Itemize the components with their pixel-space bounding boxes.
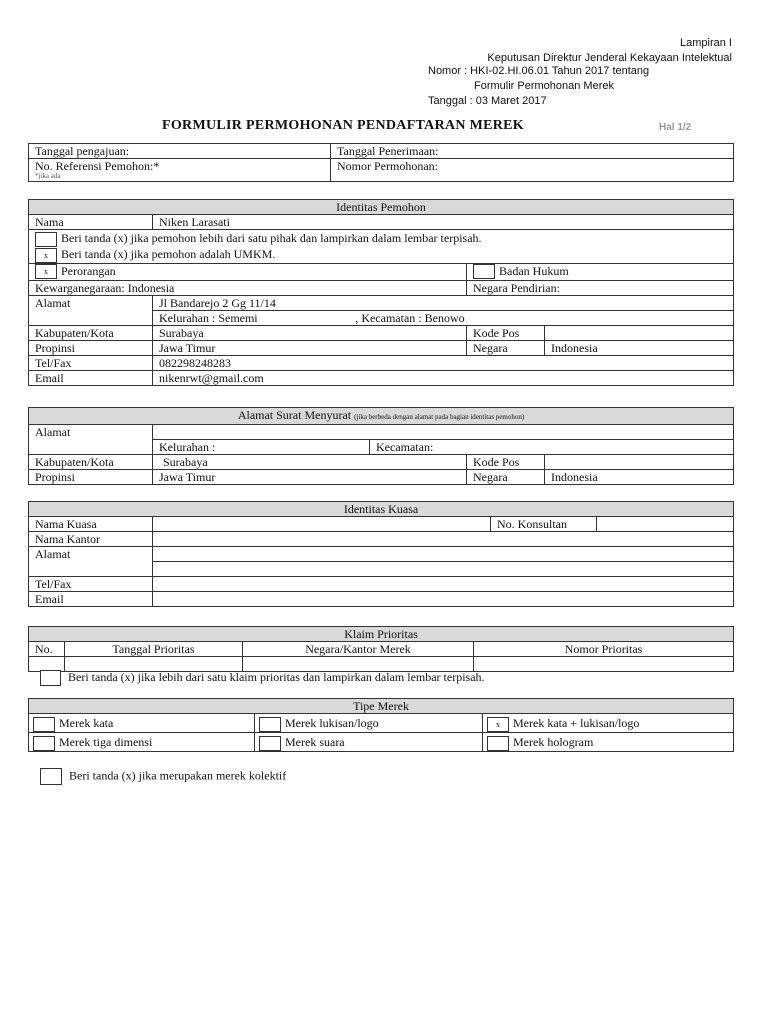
- no-referensi-label: No. Referensi Pemohon:*: [35, 159, 160, 173]
- propinsi-label: Propinsi: [29, 340, 153, 355]
- kode-pos-label: Kode Pos: [467, 325, 545, 340]
- nama-value[interactable]: Niken Larasati: [153, 215, 734, 230]
- nama-kuasa-label: Nama Kuasa: [29, 517, 153, 532]
- kolektif-row: [40, 768, 286, 785]
- negara-value[interactable]: Indonesia: [545, 340, 734, 355]
- jika-ada-note: *jika ada: [35, 172, 61, 180]
- identitas-kuasa-header: Identitas Kuasa: [29, 502, 734, 517]
- kolektif-text: Beri tanda (x) jika merupakan merek kolektif: [69, 768, 287, 783]
- tipe-merek-header: Tipe Merek: [29, 699, 734, 714]
- kode-pos-value[interactable]: [545, 325, 734, 340]
- identitas-pemohon-table: [28, 199, 734, 386]
- header-line-4: Formulir Permohonan Merek: [474, 80, 614, 92]
- surat-propinsi-label: Propinsi: [29, 470, 153, 485]
- no-konsultan-value[interactable]: [597, 517, 734, 532]
- no-konsultan-label: No. Konsultan: [491, 517, 597, 532]
- alamat-surat-header: [29, 408, 734, 425]
- umkm-text: Beri tanda (x) jika pemohon adalah UMKM.: [61, 246, 276, 261]
- kuasa-email-value[interactable]: [153, 592, 734, 607]
- form-title: FORMULIR PERMOHONAN PENDAFTARAN MEREK: [162, 118, 524, 133]
- negara-pendirian-field[interactable]: Negara Pendirian:: [467, 280, 734, 295]
- prioritas-nomor-cell[interactable]: [474, 657, 734, 672]
- merek-kata-checkbox[interactable]: [33, 717, 55, 732]
- header-block: [487, 36, 732, 66]
- surat-kecamatan-field[interactable]: Kecamatan:: [370, 440, 734, 455]
- badan-hukum-cell: [467, 263, 734, 280]
- col-nomor-prioritas: Nomor Prioritas: [474, 642, 734, 657]
- multi-pemohon-checkbox[interactable]: [35, 232, 57, 247]
- alamat-surat-note: (jika berbeda dengan alamat pada bagian identitas pemohon): [354, 413, 525, 421]
- kuasa-email-label: Email: [29, 592, 153, 607]
- header-line-5: Tanggal : 03 Maret 2017: [428, 95, 547, 107]
- merek-suara-checkbox[interactable]: [259, 736, 281, 751]
- surat-propinsi-value[interactable]: Jawa Timur: [153, 470, 467, 485]
- tel-label: Tel/Fax: [29, 355, 153, 370]
- surat-kabupaten-value[interactable]: Surabaya: [153, 455, 467, 470]
- badan-hukum-checkbox[interactable]: [473, 264, 495, 279]
- tipe-merek-lukisan: [255, 714, 483, 733]
- pemohon-checkbox-row: [29, 230, 734, 264]
- kelurahan-kecamatan-row[interactable]: [153, 310, 734, 325]
- merek-kata-lukisan-label: Merek kata + lukisan/logo: [513, 716, 640, 730]
- merek-tiga-dimensi-label: Merek tiga dimensi: [59, 735, 153, 749]
- merek-lukisan-label: Merek lukisan/logo: [285, 716, 379, 730]
- kelurahan-label: Kelurahan :: [159, 310, 216, 325]
- alamat-label: Alamat: [29, 295, 153, 325]
- header-line-1: Lampiran I: [680, 37, 732, 49]
- tipe-merek-kata-lukisan: [483, 714, 734, 733]
- nama-kantor-value[interactable]: [153, 532, 734, 547]
- tel-value[interactable]: 082298248283: [153, 355, 734, 370]
- klaim-prioritas-table: [28, 626, 734, 672]
- badan-hukum-label: Badan Hukum: [499, 263, 569, 278]
- kecamatan-label: Kecamatan :: [361, 310, 422, 325]
- tipe-merek-table: [28, 698, 734, 752]
- kuasa-alamat-label: Alamat: [29, 547, 153, 577]
- merek-kata-lukisan-checkbox[interactable]: x: [487, 717, 509, 732]
- umkm-row: [35, 247, 727, 263]
- kuasa-tel-label: Tel/Fax: [29, 577, 153, 592]
- top-box: [28, 143, 734, 182]
- header-line-3: Nomor : HKI-02.HI.06.01 Tahun 2017 tentang: [428, 65, 650, 77]
- tanggal-pengajuan-field[interactable]: Tanggal pengajuan:: [29, 144, 331, 159]
- perorangan-cell: [29, 263, 467, 280]
- nama-kantor-label: Nama Kantor: [29, 532, 153, 547]
- nomor-permohonan-field[interactable]: Nomor Permohonan:: [331, 159, 734, 182]
- kuasa-alamat-value-2[interactable]: [153, 562, 734, 577]
- prioritas-checkbox-row: [40, 670, 485, 686]
- umkm-checkbox[interactable]: x: [35, 248, 57, 263]
- merek-suara-label: Merek suara: [285, 735, 345, 749]
- surat-alamat-label: Alamat: [29, 425, 153, 455]
- propinsi-value[interactable]: Jawa Timur: [153, 340, 467, 355]
- nama-label: Nama: [29, 215, 153, 230]
- merek-tiga-dimensi-checkbox[interactable]: [33, 736, 55, 751]
- tipe-merek-tiga-dimensi: [29, 733, 255, 752]
- tipe-merek-hologram: [483, 733, 734, 752]
- col-no: No.: [29, 642, 65, 657]
- surat-kabupaten-label: Kabupaten/Kota: [29, 455, 153, 470]
- kabupaten-label: Kabupaten/Kota: [29, 325, 153, 340]
- no-referensi-field[interactable]: [29, 159, 331, 182]
- tipe-merek-kata: [29, 714, 255, 733]
- merek-hologram-checkbox[interactable]: [487, 736, 509, 751]
- email-value[interactable]: nikenrwt@gmail.com: [153, 370, 734, 385]
- alamat-surat-title: Alamat Surat Menyurat: [237, 408, 352, 422]
- surat-kode-pos-value[interactable]: [545, 455, 734, 470]
- identitas-kuasa-table: [28, 501, 734, 607]
- prioritas-checkbox-text: Beri tanda (x) jika lebih dari satu klaim prioritas dan lampirkan dalam lembar terpisah.: [68, 670, 485, 684]
- tanggal-penerimaan-field[interactable]: Tanggal Penerimaan:: [331, 144, 734, 159]
- kuasa-alamat-value-1[interactable]: [153, 547, 734, 562]
- kolektif-checkbox[interactable]: [40, 768, 62, 785]
- kelurahan-value: Sememi: [218, 310, 258, 325]
- email-label: Email: [29, 370, 153, 385]
- col-tanggal-prioritas: Tanggal Prioritas: [65, 642, 243, 657]
- header-line-2: Keputusan Direktur Jenderal Kekayaan Intelektual: [487, 52, 732, 64]
- kecamatan-separator: ,: [355, 310, 359, 325]
- klaim-prioritas-header: Klaim Prioritas: [29, 627, 734, 642]
- kuasa-tel-value[interactable]: [153, 577, 734, 592]
- merek-kata-label: Merek kata: [59, 716, 114, 730]
- merek-lukisan-checkbox[interactable]: [259, 717, 281, 732]
- surat-negara-label: Negara: [467, 470, 545, 485]
- alamat-value[interactable]: Jl Bandarejo 2 Gg 11/14: [153, 295, 734, 310]
- perorangan-checkbox[interactable]: x: [35, 264, 57, 279]
- kewarganegaraan-field[interactable]: Kewarganegaraan: Indonesia: [29, 280, 467, 295]
- surat-kode-pos-label: Kode Pos: [467, 455, 545, 470]
- alamat-surat-table: [28, 407, 734, 485]
- negara-label: Negara: [467, 340, 545, 355]
- identitas-pemohon-header: Identitas Pemohon: [29, 200, 734, 215]
- prioritas-checkbox[interactable]: [40, 670, 61, 686]
- page-number: Hal 1/2: [659, 122, 692, 133]
- nama-kuasa-value[interactable]: [153, 517, 491, 532]
- multi-pemohon-text: Beri tanda (x) jika pemohon lebih dari satu pihak dan lampirkan dalam lembar terpisah.: [61, 231, 482, 245]
- perorangan-label: Perorangan: [61, 263, 116, 278]
- header-sub: [428, 64, 649, 109]
- kecamatan-value: Benowo: [424, 310, 465, 325]
- multi-pemohon-row: [35, 231, 727, 247]
- surat-kelurahan-field[interactable]: Kelurahan :: [153, 440, 370, 455]
- tipe-merek-suara: [255, 733, 483, 752]
- surat-alamat-value[interactable]: [153, 425, 734, 440]
- merek-hologram-label: Merek hologram: [513, 735, 594, 749]
- col-negara-kantor: Negara/Kantor Merek: [243, 642, 474, 657]
- kabupaten-value[interactable]: Surabaya: [153, 325, 467, 340]
- surat-negara-value[interactable]: Indonesia: [545, 470, 734, 485]
